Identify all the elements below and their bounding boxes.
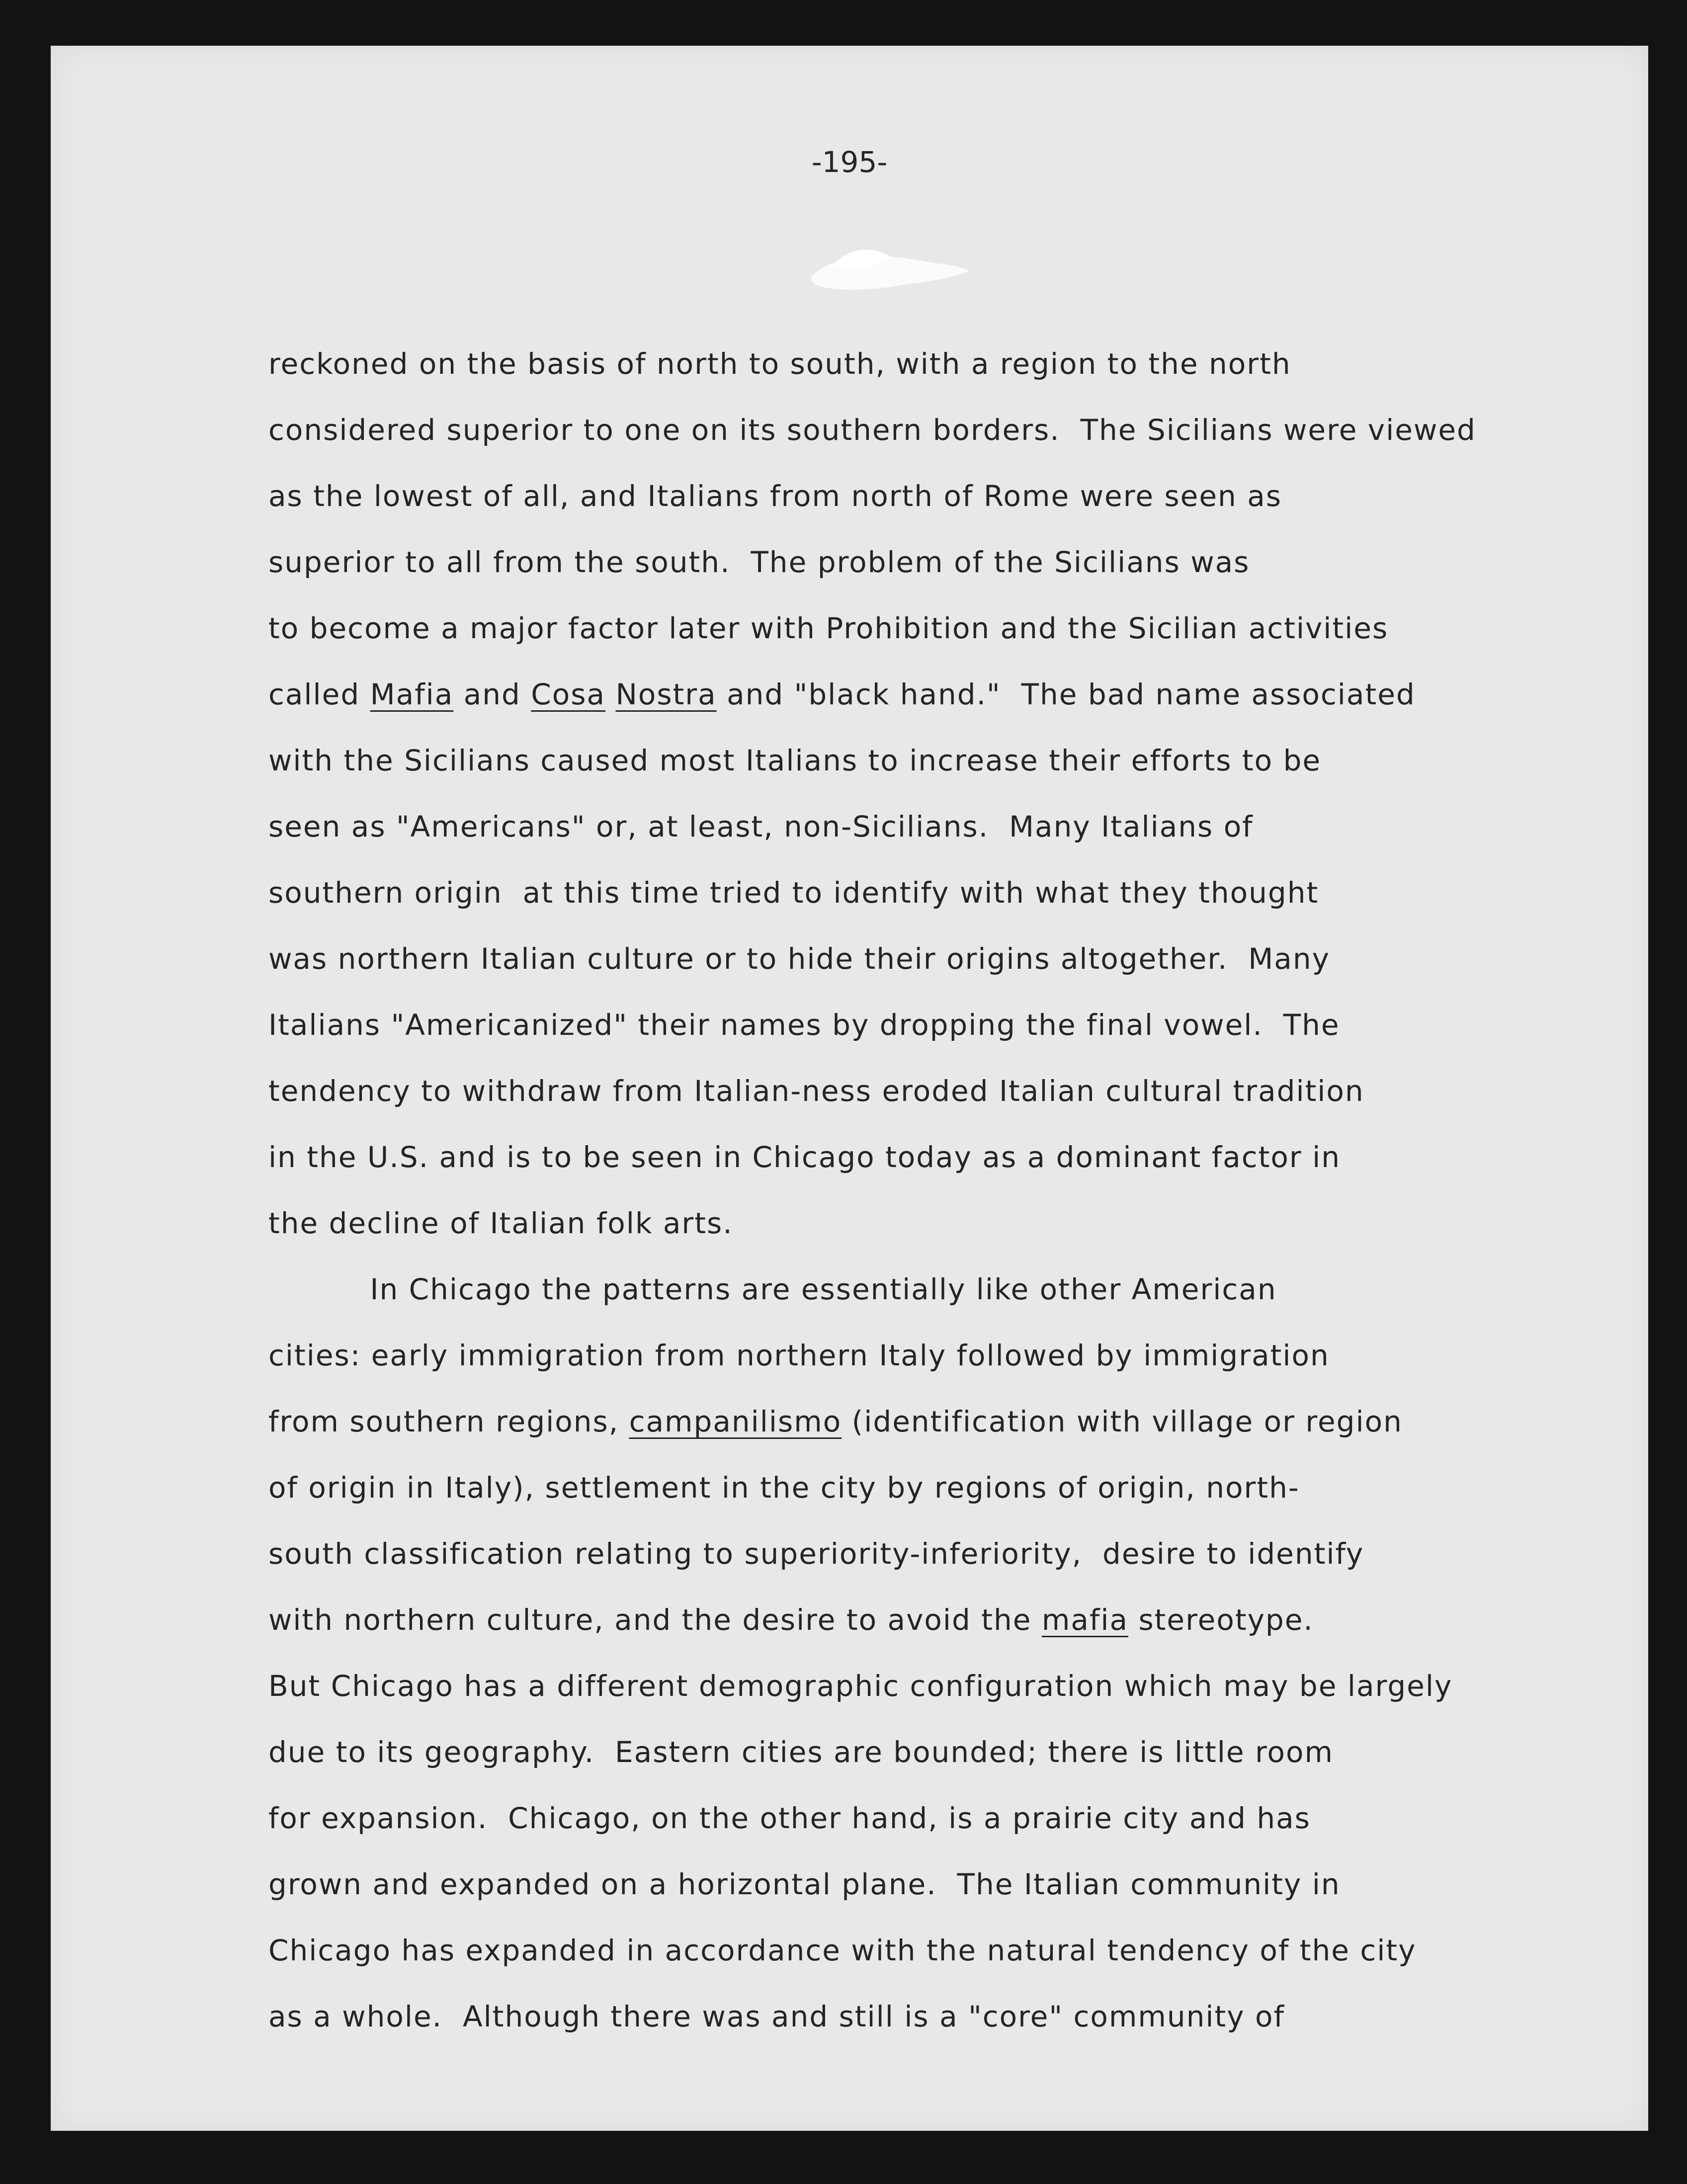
text-segment: stereotype. — [1128, 1603, 1314, 1637]
text-line — [268, 1076, 1476, 1142]
text-segment: southern origin at this time tried to identify with what they thought — [268, 876, 1319, 910]
paper-damage-mark — [806, 242, 970, 297]
text-line — [268, 1869, 1476, 1935]
text-line — [268, 1341, 1476, 1407]
text-line — [268, 1274, 1476, 1341]
text-line — [268, 1671, 1476, 1737]
document-page — [51, 46, 1648, 2131]
text-line — [268, 349, 1476, 415]
text-segment — [605, 677, 615, 711]
text-line — [268, 944, 1476, 1010]
text-segment: reckoned on the basis of north to south, with a region to the north — [268, 347, 1291, 381]
text-line — [268, 1010, 1476, 1076]
text-segment: cities: early immigration from northern Italy followed by immigration — [268, 1339, 1330, 1372]
text-line — [268, 415, 1476, 481]
text-line — [268, 878, 1476, 944]
text-segment: In Chicago the patterns are essentially like other American — [268, 1272, 1277, 1306]
text-segment: for expansion. Chicago, on the other hand, is a prairie city and has — [268, 1801, 1311, 1835]
text-segment: to become a major factor later with Prohibition and the Sicilian activities — [268, 611, 1389, 645]
text-line — [268, 1539, 1476, 1605]
text-segment: as the lowest of all, and Italians from north of Rome were seen as — [268, 479, 1282, 513]
text-segment: superior to all from the south. The problem of the Sicilians was — [268, 545, 1250, 579]
text-segment: Italians "Americanized" their names by dropping the final vowel. The — [268, 1008, 1340, 1042]
text-line — [268, 547, 1476, 613]
underlined-term: Cosa — [531, 677, 606, 711]
text-segment: considered superior to one on its southern borders. The Sicilians were viewed — [268, 413, 1476, 447]
text-line — [268, 613, 1476, 679]
text-segment: and "black hand." The bad name associated — [716, 677, 1416, 711]
text-segment: with the Sicilians caused most Italians to increase their efforts to be — [268, 744, 1322, 777]
text-line — [268, 1142, 1476, 1208]
text-segment: the decline of Italian folk arts. — [268, 1206, 733, 1240]
text-line — [268, 679, 1476, 746]
text-line — [268, 1803, 1476, 1869]
text-segment: as a whole. Although there was and still is a "core" community of — [268, 2000, 1285, 2033]
text-segment: Chicago has expanded in accordance with the natural tendency of the city — [268, 1933, 1417, 1967]
underlined-term: mafia — [1041, 1603, 1129, 1637]
text-line — [268, 2002, 1476, 2068]
text-segment: due to its geography. Eastern cities are bounded; there is little room — [268, 1735, 1334, 1769]
text-segment: called — [268, 677, 370, 711]
text-segment: (identification with village or region — [842, 1405, 1403, 1438]
text-line — [268, 746, 1476, 812]
text-segment: But Chicago has a different demographic configuration which may be largely — [268, 1669, 1453, 1703]
text-segment: with northern culture, and the desire to avoid the — [268, 1603, 1042, 1637]
text-line — [268, 1737, 1476, 1803]
text-segment: tendency to withdraw from Italian-ness eroded Italian cultural tradition — [268, 1074, 1364, 1108]
text-segment: in the U.S. and is to be seen in Chicago today as a dominant factor in — [268, 1140, 1341, 1174]
text-line — [268, 1208, 1476, 1274]
underlined-term: Mafia — [370, 677, 454, 711]
text-line — [268, 1605, 1476, 1671]
text-line — [268, 812, 1476, 878]
text-line — [268, 1935, 1476, 2002]
text-segment: and — [453, 677, 531, 711]
body-text — [268, 349, 1476, 2068]
underlined-term: Nostra — [615, 677, 717, 711]
text-line — [268, 1407, 1476, 1473]
text-segment: south classification relating to superiority-inferiority, desire to identify — [268, 1537, 1364, 1571]
text-line — [268, 481, 1476, 547]
text-segment: seen as "Americans" or, at least, non-Sicilians. Many Italians of — [268, 810, 1254, 843]
text-line — [268, 1473, 1476, 1539]
text-segment: from southern regions, — [268, 1405, 629, 1438]
text-segment: grown and expanded on a horizontal plane. The Italian community in — [268, 1867, 1341, 1901]
text-segment: of origin in Italy), settlement in the city by regions of origin, north- — [268, 1471, 1300, 1505]
page-number: -195- — [811, 145, 888, 179]
underlined-term: campanilismo — [629, 1405, 842, 1438]
text-segment: was northern Italian culture or to hide their origins altogether. Many — [268, 942, 1330, 976]
